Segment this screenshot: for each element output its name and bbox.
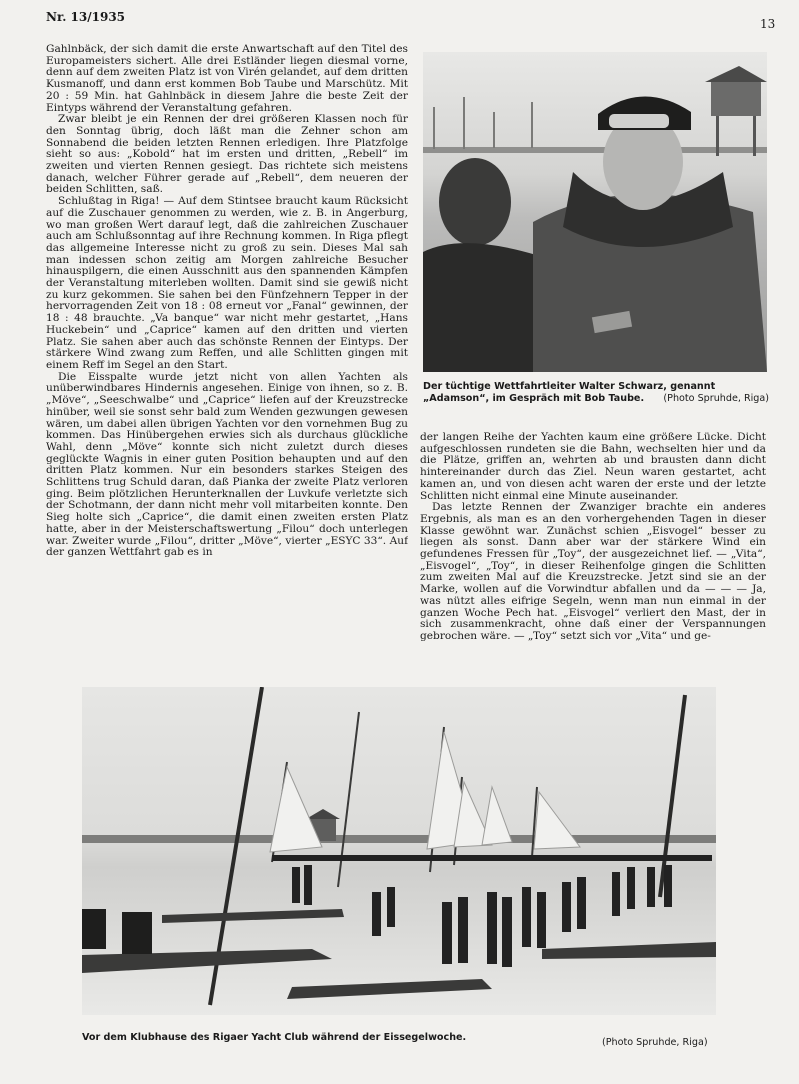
portrait-photo <box>423 52 767 372</box>
portrait-photo-illustration <box>423 52 767 372</box>
paragraph: Gahlnbäck, der sich damit die erste Anwartschaft auf den Titel des Europameisters sichert. Alle drei Estländer liegen diesmal vorne, denn auf dem zweiten Platz ist von Virén gelandet, auf dem dritten Kusmanoff, und dann erst kommen Bob Taube und Marschütz. Mit 20 : 59 Min. hat Gahlnbäck in diesem Jahre die beste Zeit der Eintyps während der Veranstaltung gefahren. <box>46 44 408 114</box>
ice-yacht-photo-credit: (Photo Spruhde, Riga) <box>602 1037 708 1048</box>
paragraph: Schlußtag in Riga! — Auf dem Stintsee braucht kaum Rücksicht auf die Zuschauer genommen zu werden, wie z. B. in Angerburg, wo man großen Wert darauf legt, daß die zahlreichen Zuschauer auch am Schlußsonntag auf ihre Rechnung kommen. In Riga pflegt das allgemeine Interesse nicht zu groß zu sein. Dieses Mal sah man indessen schon zeitig am Morgen zahlreiche Besucher hinauspilgern, die einen Ausschnitt aus den spannenden Kämpfen der Veranstaltung miterleben wollten. Damit sind sie gewiß nicht zu kurz gekommen. Sie sahen bei den Fünfzehnern Tepper in der hervorragenden Zeit von 18 : 08 erneut vor „Fanal“ gewinnen, der 18 : 48 brauchte. „Va banque“ war nicht mehr gestartet, „Hans Huckebein“ und „Caprice“ kamen auf den dritten und vierten Platz. Sie sahen aber auch das schönste Rennen der Eintyps. Der stärkere Wind zwang zum Reffen, und alle Schlitten gingen mit einem Reff im Segel an den Start. <box>46 195 408 371</box>
portrait-caption-text: Der tüchtige Wettfahrtleiter Walter Schwarz, genannt „Adamson“, im Gespräch mit Bob Taube. <box>423 381 716 404</box>
ice-yacht-photo-illustration <box>82 687 716 1015</box>
ice-yacht-photo <box>82 687 716 1015</box>
paragraph: Die Eisspalte wurde jetzt nicht von allen Yachten als unüberwindbares Hindernis angesehen. Einige von ihnen, so z. B. „Möve“, „Seeschwalbe“ und „Caprice“ liefen auf der Kreuzstrecke hinüber, weil sie sonst sehr bald zum Wenden gezwungen gewesen wären, um dabei allen übrigen Yachten vor den vornehmen Bug zu kommen. Das Hinübergehen erwies sich als durchaus glückliche Wahl, denn „Möve“ konnte sich nicht zuletzt durch dieses geglückte Wagnis in einer guten Position behaupten und auf den dritten Platz kommen. Nur ein besonders starkes Steigen des Schlittens trug Schuld daran, daß Pianka der zweite Platz verloren ging. Beim plötzlichen Herunterknallen der Luvkufe verletzte sich der Schotmann, der dann nicht mehr voll mitarbeiten konnte. Den Sieg holte sich „Caprice“, die damit einen zweiten ersten Platz hatte, aber in der Meisterschaftswertung „Filou“ doch unterlegen war. Zweiter wurde „Filou“, dritter „Möve“, vierter „ESYC 33“. Auf der ganzen Wettfahrt gab es in <box>46 370 408 559</box>
page-number: 13 <box>760 17 776 31</box>
paragraph: Zwar bleibt je ein Rennen der drei größeren Klassen noch für den Sonntag übrig, doch läßt man die Zehner schon am Sonnabend die beiden letzten Rennen erledigen. Ihre Platzfolge sieht so aus: „Kobold“ hat im ersten und dritten, „Rebell“ im zweiten und vierten Rennen gesiegt. Das richtete sich meistens danach, welcher Führer gerade auf „Rebell“, dem neueren der beiden Schlitten, saß. <box>46 113 408 196</box>
portrait-caption <box>423 381 769 404</box>
left-text-column <box>46 44 408 670</box>
right-text-column <box>420 432 766 670</box>
ice-yacht-caption: Vor dem Klubhause des Rigaer Yacht Club während der Eissegelwoche. <box>82 1032 467 1043</box>
paragraph: der langen Reihe der Yachten kaum eine größere Lücke. Dicht aufgeschlossen rundeten sie die Bahn, wechselten hier und da die Plätze, griffen an, wehrten ab und brausten dann dicht hintereinander durch das Ziel. Neun waren gestartet, acht kamen an, und von diesen acht waren der erste und der letzte Schlitten nicht einmal eine Minute auseinander. <box>420 432 766 502</box>
issue-number: Nr. 13/1935 <box>46 10 126 24</box>
portrait-photo-credit: (Photo Spruhde, Riga) <box>663 392 769 404</box>
paragraph: Das letzte Rennen der Zwanziger brachte ein anderes Ergebnis, als man es an den vorhergehenden Tagen in dieser Klasse gewöhnt war. Zunächst schien „Eisvogel“ besser zu liegen als sonst. Dann aber war der stärkere Wind ein gefundenes Fressen für „Toy“, der ausgezeichnet lief. — „Vita“, „Eisvogel“, „Toy“, in dieser Reihenfolge gingen die Schlitten zum zweiten Mal auf die Kreuzstrecke. Jetzt sind sie an der Marke, wollen auf die Vorwindtur abfallen und da — — — Ja, was nützt alles eifrige Segeln, wenn man nun einmal in der ganzen Woche Pech hat. „Eisvogel“ verliert den Mast, der in sich zusammenkracht, ohne daß einer der Verspannungen gebrochen wäre. — „Toy“ setzt sich vor „Vita“ und ge- <box>420 501 766 642</box>
